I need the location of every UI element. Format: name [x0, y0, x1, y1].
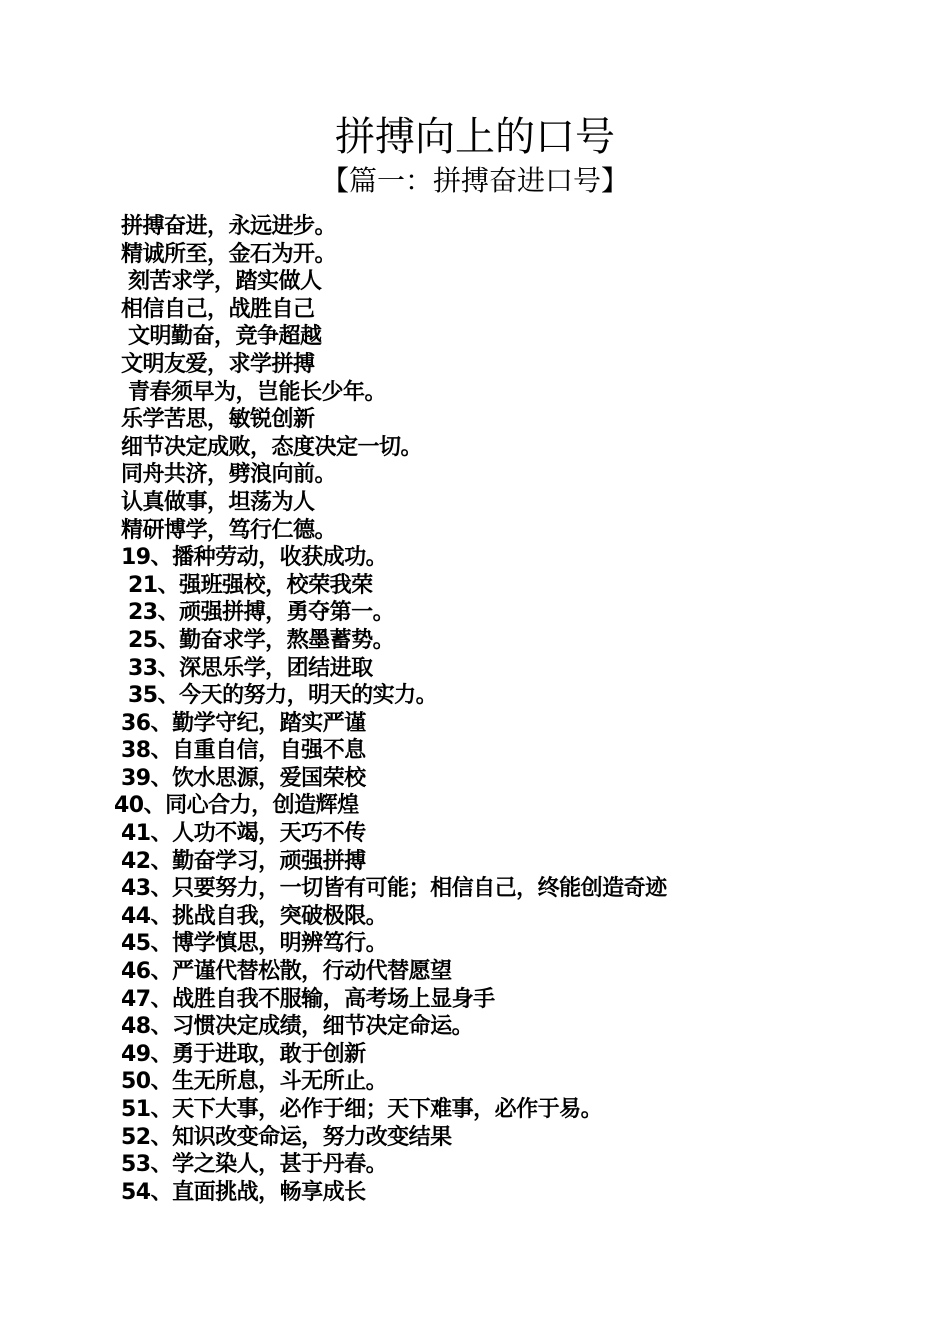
slogan-line: 40、同心合力，创造辉煌 — [114, 793, 359, 819]
slogan-line: 38、自重自信，自强不息 — [121, 738, 366, 764]
slogan-line: 33、深思乐学，团结进取 — [128, 655, 373, 681]
slogan-line: 文明友爱，求学拼搏 — [121, 351, 315, 377]
slogan-line: 刻苦求学，踏实做人 — [128, 269, 322, 295]
slogan-line: 25、勤奋求学，熬墨蓄势。 — [128, 627, 395, 653]
slogan-line: 54、直面挑战，畅享成长 — [121, 1179, 366, 1205]
slogan-line: 21、强班强校，校荣我荣 — [128, 572, 373, 598]
slogan-line: 47、战胜自我不服输，高考场上显身手 — [121, 986, 495, 1012]
slogan-line: 44、挑战自我，突破极限。 — [121, 903, 388, 929]
slogan-line: 53、学之染人，甚于丹春。 — [121, 1152, 388, 1178]
slogan-line: 乐学苦思，敏锐创新 — [121, 407, 315, 433]
slogan-line: 细节决定成败，态度决定一切。 — [121, 434, 423, 460]
slogan-line: 文明勤奋，竞争超越 — [128, 324, 322, 350]
slogan-line: 46、严谨代替松散，行动代替愿望 — [121, 959, 452, 985]
slogan-line: 拼搏奋进，永远进步。 — [121, 214, 337, 239]
slogan-line: 19、播种劳动，收获成功。 — [121, 545, 388, 571]
slogan-line: 相信自己，战胜自己 — [121, 296, 315, 322]
slogan-line: 39、饮水思源，爱国荣校 — [121, 765, 366, 791]
slogan-line: 青春须早为，岂能长少年。 — [128, 379, 387, 405]
slogan-line: 49、勇于进取，敢于创新 — [121, 1041, 366, 1067]
slogan-line: 41、人功不竭，天巧不传 — [121, 821, 366, 847]
document-subtitle: 【篇一：拼搏奋进口号】 — [320, 164, 629, 197]
slogan-line: 48、习惯决定成绩，细节决定命运。 — [121, 1014, 474, 1040]
slogan-line: 35、今天的努力，明天的实力。 — [128, 683, 438, 709]
slogan-list — [0, 213, 950, 1206]
document-title: 拼搏向上的口号 — [335, 114, 615, 160]
slogan-line: 42、勤奋学习，顽强拼搏 — [121, 848, 366, 874]
slogan-line: 23、顽强拼搏，勇夺第一。 — [128, 600, 395, 626]
slogan-line: 36、勤学守纪，踏实严谨 — [121, 710, 366, 736]
slogan-line: 50、生无所息，斗无所止。 — [121, 1069, 388, 1095]
slogan-line: 43、只要努力，一切皆有可能；相信自己，终能创造奇迹 — [121, 876, 667, 902]
slogan-line: 51、天下大事，必作于细；天下难事，必作于易。 — [121, 1097, 603, 1122]
slogan-line: 52、知识改变命运，努力改变结果 — [121, 1124, 452, 1150]
slogan-line: 45、博学慎思，明辨笃行。 — [121, 931, 388, 957]
slogan-line: 同舟共济，劈浪向前。 — [121, 462, 337, 488]
slogan-line: 精诚所至，金石为开。 — [121, 241, 337, 267]
slogan-line: 认真做事，坦荡为人 — [121, 489, 315, 515]
slogan-line: 精研博学，笃行仁德。 — [121, 517, 337, 543]
